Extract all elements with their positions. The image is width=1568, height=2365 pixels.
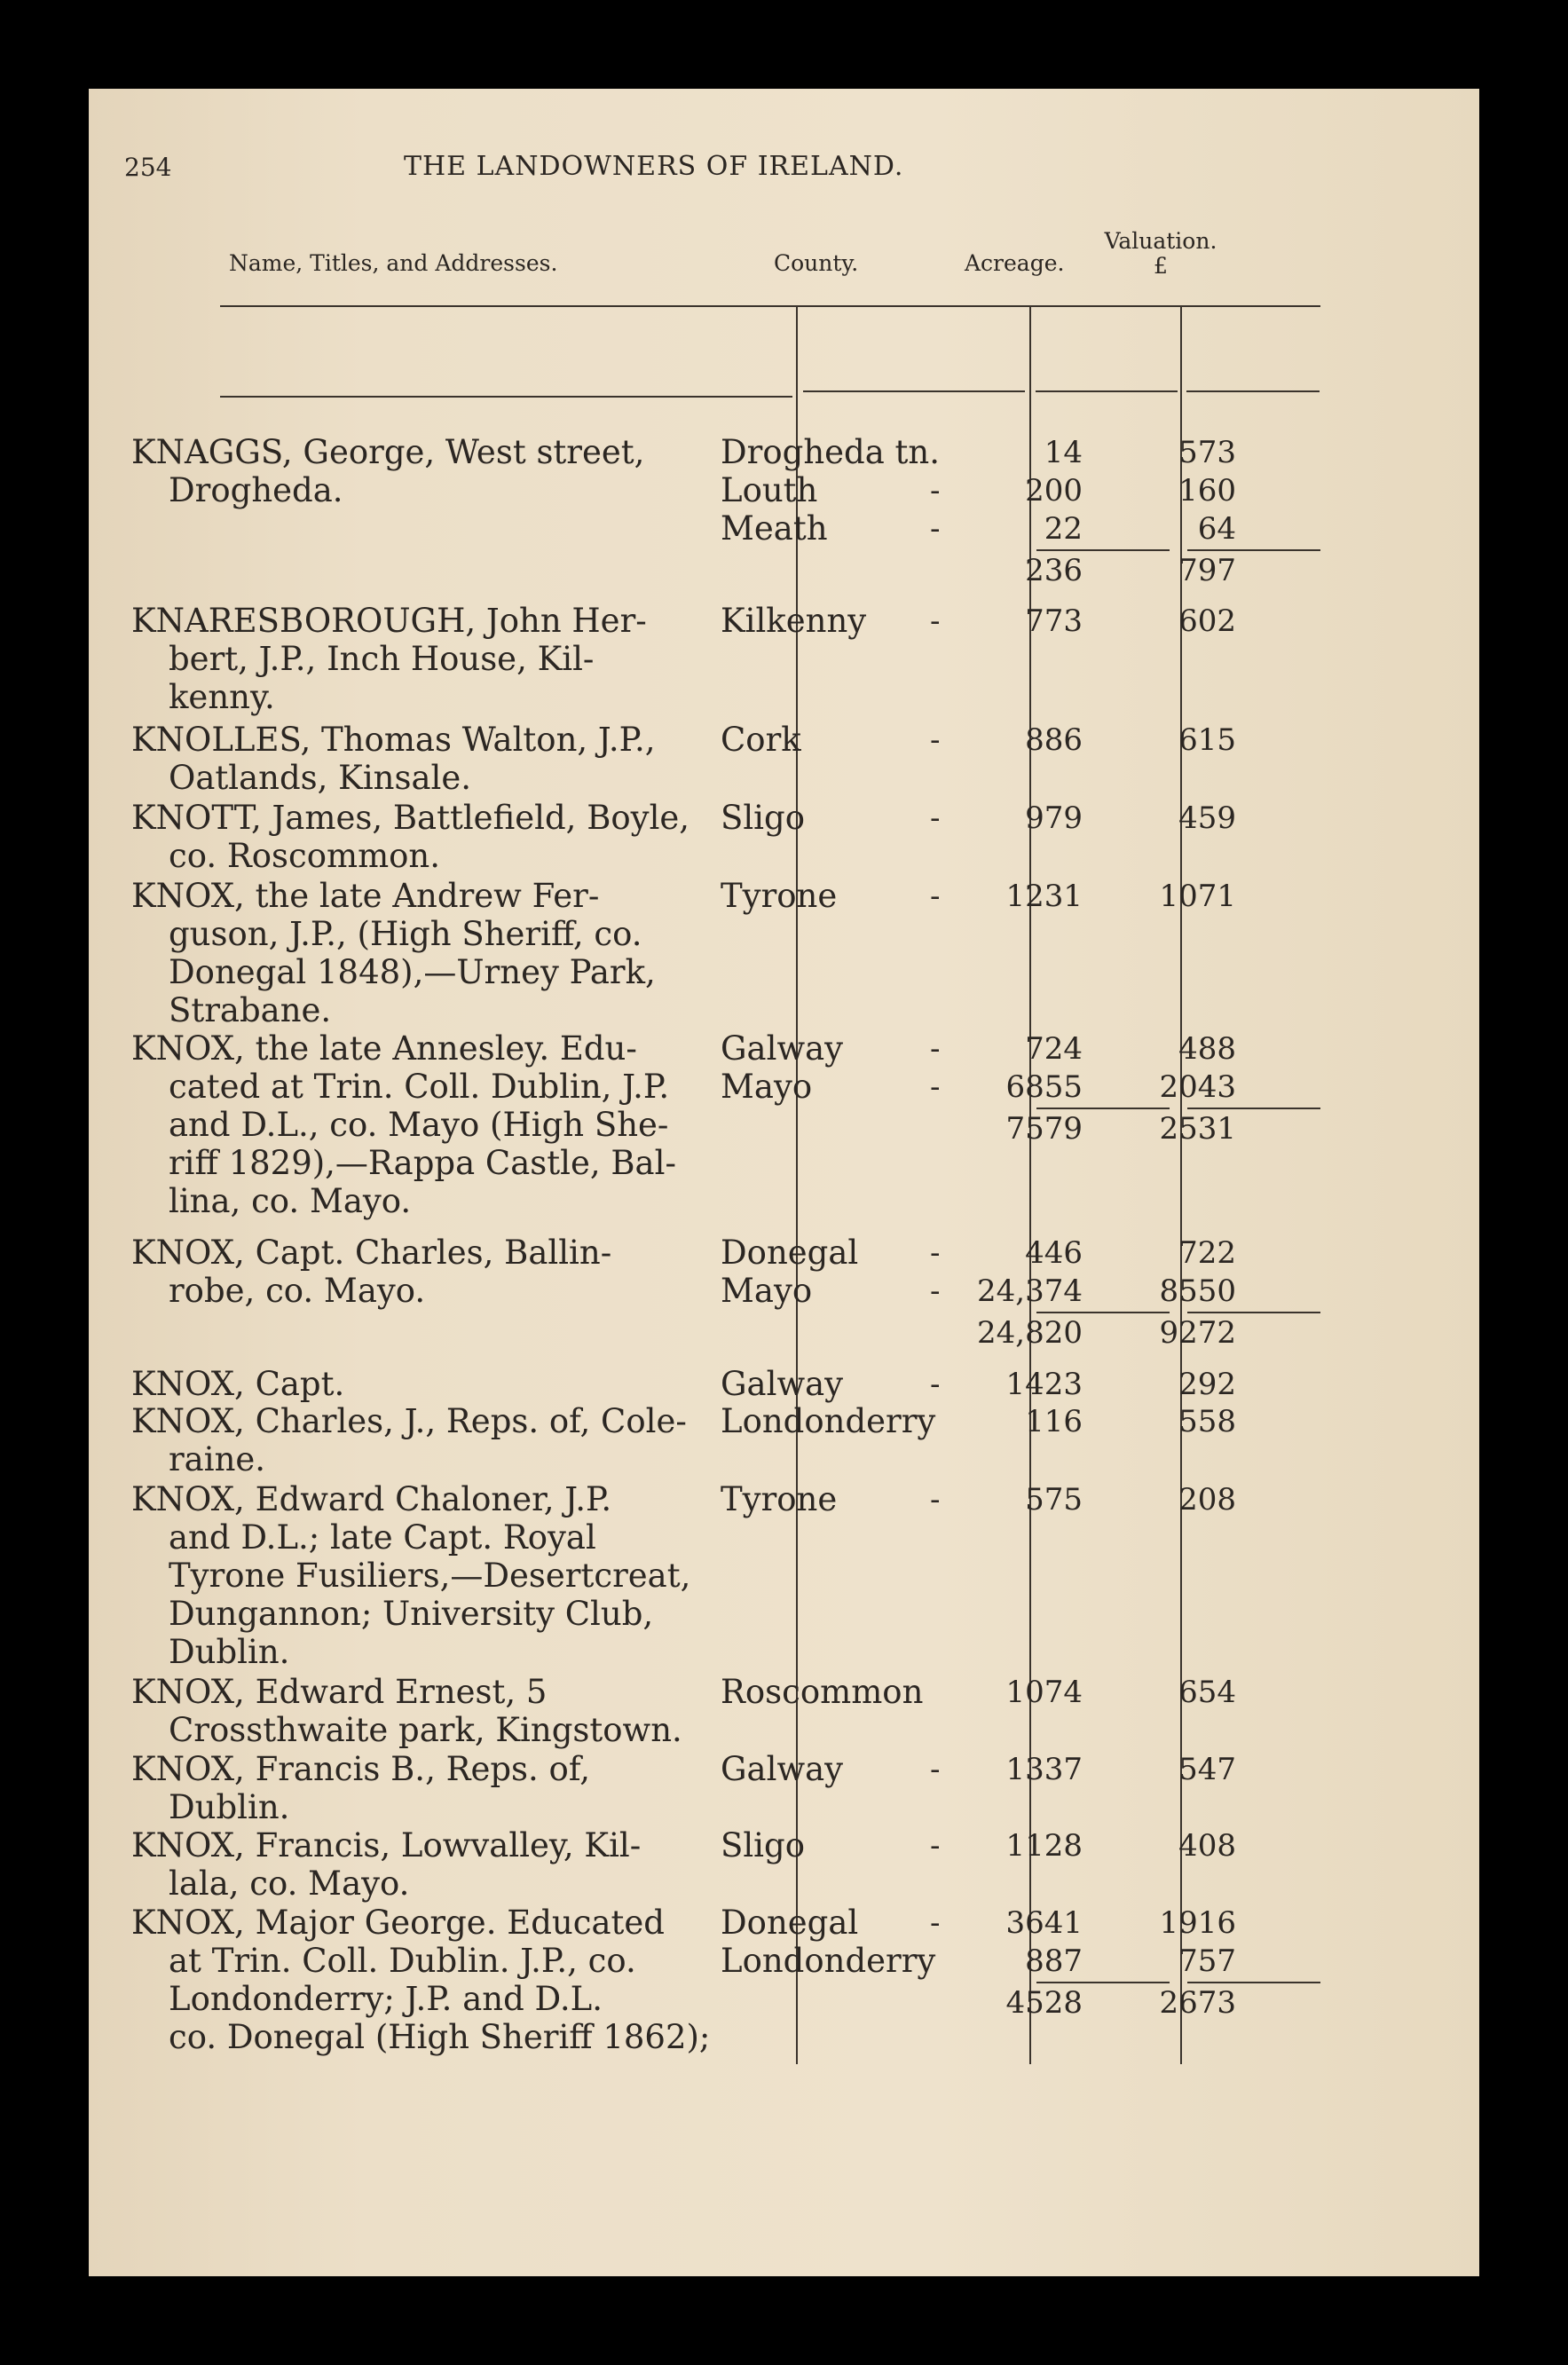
landowner-entry: [131, 1750, 788, 1826]
valuation-cell: 459: [1178, 800, 1236, 836]
acreage-cell: 14: [1044, 435, 1083, 470]
county-cell: Meath: [721, 509, 828, 548]
county-dash: -: [930, 1905, 941, 1941]
county-dash: -: [930, 879, 941, 914]
valuation-total: 2531: [1159, 1111, 1236, 1147]
entry-line: Oatlands, Kinsale.: [169, 759, 472, 797]
acreage-cell: 773: [1025, 603, 1083, 639]
entry-line: Dublin.: [169, 1633, 290, 1671]
entry-line: Londonderry; J.P. and D.L.: [169, 1980, 603, 2018]
acreage-cell: 886: [1025, 722, 1083, 758]
header-rule-name: [220, 396, 792, 398]
total-rule-acreage: [1036, 1312, 1170, 1313]
landowner-entry: [131, 799, 788, 875]
entry-line: KNOX, the late Annesley. Edu-: [131, 1029, 637, 1068]
county-cell: Galway: [721, 1029, 844, 1068]
divider-name-county: [796, 307, 798, 2064]
acreage-cell: 1128: [1005, 1828, 1083, 1864]
county-cell: Londonderry: [721, 1402, 936, 1440]
acreage-cell: 3641: [1005, 1905, 1083, 1941]
landowner-entry: [131, 1673, 788, 1749]
entry-line: KNOX, Francis, Lowvalley, Kil-: [131, 1826, 642, 1864]
entry-line: Dublin.: [169, 1788, 290, 1826]
landowner-entry: [131, 1365, 788, 1403]
valuation-cell: 408: [1178, 1828, 1236, 1864]
total-rule-acreage: [1036, 1982, 1170, 1983]
valuation-label: Valuation.: [1104, 228, 1217, 254]
county-dash: -: [930, 1031, 941, 1067]
county-cell: Mayo: [721, 1068, 813, 1106]
entry-line: Dungannon; University Club,: [169, 1595, 654, 1633]
landowner-entry: [131, 877, 788, 1029]
entry-line: KNOX, Edward Ernest, 5: [131, 1673, 548, 1711]
county-dash: -: [930, 1235, 941, 1271]
acreage-cell: 575: [1025, 1482, 1083, 1518]
landowner-entry: [131, 721, 788, 797]
entry-line: co. Donegal (High Sheriff 1862);: [169, 2018, 711, 2056]
entry-line: co. Roscommon.: [169, 837, 441, 875]
entry-line: Drogheda.: [169, 471, 343, 509]
valuation-cell: 757: [1178, 1943, 1236, 1979]
county-cell: Roscommon: [721, 1673, 924, 1711]
entry-line: Crossthwaite park, Kingstown.: [169, 1711, 682, 1749]
county-cell: Cork: [721, 721, 801, 759]
county-dash: -: [930, 722, 941, 758]
valuation-unit: £: [1154, 253, 1168, 279]
acreage-cell: 200: [1025, 473, 1083, 508]
column-header-valuation: [1094, 229, 1227, 279]
entry-line: guson, J.P., (High Sheriff, co.: [169, 915, 642, 953]
entry-line: KNOX, Francis B., Reps. of,: [131, 1750, 590, 1788]
acreage-total: 236: [1025, 553, 1083, 588]
county-dash: -: [930, 1482, 941, 1518]
landowner-entry: [131, 1480, 788, 1671]
county-cell: Louth: [721, 471, 818, 509]
entry-line: KNOTT, James, Battlefield, Boyle,: [131, 799, 690, 837]
valuation-cell: 573: [1178, 435, 1236, 470]
entry-line: Donegal 1848),—Urney Park,: [169, 953, 656, 991]
acreage-cell: 1074: [1005, 1675, 1083, 1710]
header-rule-county: [803, 390, 1025, 392]
county-cell: Donegal: [721, 1904, 859, 1942]
landowner-entry: [131, 602, 788, 716]
entry-line: KNARESBOROUGH, John Her-: [131, 602, 647, 640]
county-cell: Tyrone: [721, 1480, 838, 1518]
column-header-acreage: Acreage.: [965, 250, 1065, 276]
entry-line: bert, J.P., Inch House, Kil-: [169, 640, 595, 678]
county-cell: Galway: [721, 1750, 844, 1788]
county-dash: -: [930, 511, 941, 547]
acreage-cell: 1337: [1005, 1752, 1083, 1787]
entry-line: riff 1829),—Rappa Castle, Bal-: [169, 1144, 676, 1182]
valuation-cell: 654: [1178, 1675, 1236, 1710]
landowner-entry: [131, 433, 788, 509]
total-rule-valuation: [1187, 1108, 1320, 1109]
column-header-name: Name, Titles, and Addresses.: [229, 250, 558, 276]
entry-line: KNOLLES, Thomas Walton, J.P.,: [131, 721, 656, 759]
county-cell: Donegal: [721, 1234, 859, 1272]
acreage-cell: 446: [1025, 1235, 1083, 1271]
acreage-cell: 116: [1025, 1404, 1083, 1439]
entry-line: KNOX, Major George. Educated: [131, 1904, 665, 1942]
entry-line: KNOX, Edward Chaloner, J.P.: [131, 1480, 612, 1518]
entry-line: lina, co. Mayo.: [169, 1182, 412, 1220]
county-dash: -: [930, 1273, 941, 1309]
county-dash: -: [930, 1367, 941, 1402]
entry-line: cated at Trin. Coll. Dublin, J.P.: [169, 1068, 670, 1106]
entry-line: Tyrone Fusiliers,—Desertcreat,: [169, 1557, 691, 1595]
valuation-cell: 615: [1178, 722, 1236, 758]
entry-line: raine.: [169, 1440, 266, 1478]
page-title: THE LANDOWNERS OF IRELAND.: [404, 151, 904, 182]
header-rule-valuation: [1186, 390, 1320, 392]
acreage-cell: 1423: [1005, 1367, 1083, 1402]
landowner-entry: [131, 1826, 788, 1903]
acreage-cell: 24,374: [977, 1273, 1083, 1309]
entry-line: and D.L., co. Mayo (High She-: [169, 1106, 669, 1144]
valuation-cell: 2043: [1159, 1069, 1236, 1105]
valuation-cell: 292: [1178, 1367, 1236, 1402]
county-cell: Kilkenny: [721, 602, 867, 640]
acreage-total: 24,820: [977, 1315, 1083, 1351]
entry-line: KNOX, Charles, J., Reps. of, Cole-: [131, 1402, 687, 1440]
landowner-entry: [131, 1402, 788, 1478]
county-dash: -: [930, 1069, 941, 1105]
county-dash: -: [930, 1828, 941, 1864]
valuation-cell: 547: [1178, 1752, 1236, 1787]
acreage-total: 7579: [1005, 1111, 1083, 1147]
acreage-total: 4528: [1005, 1985, 1083, 2021]
county-dash: -: [930, 1752, 941, 1787]
valuation-cell: 722: [1178, 1235, 1236, 1271]
county-dash: -: [930, 603, 941, 639]
header-rule-acreage: [1036, 390, 1178, 392]
valuation-cell: 1071: [1159, 879, 1236, 914]
valuation-total: 797: [1178, 553, 1236, 588]
total-rule-valuation: [1187, 549, 1320, 551]
county-cell: Sligo: [721, 1826, 805, 1864]
landowner-entry: [131, 1234, 788, 1310]
acreage-cell: 1231: [1005, 879, 1083, 914]
column-header-county: County.: [774, 250, 859, 276]
total-rule-acreage: [1036, 549, 1170, 551]
landowner-entry: [131, 1029, 788, 1220]
county-cell: Drogheda tn.: [721, 433, 941, 471]
valuation-total: 2673: [1159, 1985, 1236, 2021]
entry-line: KNAGGS, George, West street,: [131, 433, 645, 471]
county-dash: -: [930, 473, 941, 508]
valuation-cell: 160: [1178, 473, 1236, 508]
valuation-cell: 488: [1178, 1031, 1236, 1067]
entry-line: KNOX, Capt. Charles, Ballin-: [131, 1234, 612, 1272]
valuation-cell: 1916: [1159, 1905, 1236, 1941]
county-cell: Tyrone: [721, 877, 838, 915]
county-dash: -: [930, 800, 941, 836]
entry-line: KNOX, Capt.: [131, 1365, 345, 1403]
entry-line: robe, co. Mayo.: [169, 1272, 426, 1310]
valuation-cell: 64: [1197, 511, 1236, 547]
acreage-cell: 979: [1025, 800, 1083, 836]
entry-line: Strabane.: [169, 991, 332, 1029]
total-rule-valuation: [1187, 1982, 1320, 1983]
valuation-cell: 558: [1178, 1404, 1236, 1439]
acreage-cell: 887: [1025, 1943, 1083, 1979]
acreage-cell: 724: [1025, 1031, 1083, 1067]
county-cell: Sligo: [721, 799, 805, 837]
valuation-total: 9272: [1159, 1315, 1236, 1351]
valuation-cell: 8550: [1159, 1273, 1236, 1309]
county-cell: Galway: [721, 1365, 844, 1403]
total-rule-acreage: [1036, 1108, 1170, 1109]
landowner-entry: [131, 1904, 788, 2056]
county-cell: Londonderry: [721, 1942, 936, 1980]
entry-line: lala, co. Mayo.: [169, 1864, 410, 1903]
acreage-cell: 6855: [1005, 1069, 1083, 1105]
entry-line: KNOX, the late Andrew Fer-: [131, 877, 600, 915]
entry-line: at Trin. Coll. Dublin. J.P., co.: [169, 1942, 636, 1980]
valuation-cell: 602: [1178, 603, 1236, 639]
county-cell: Mayo: [721, 1272, 813, 1310]
total-rule-valuation: [1187, 1312, 1320, 1313]
top-rule: [220, 305, 1320, 307]
entry-line: kenny.: [169, 678, 275, 716]
acreage-cell: 22: [1044, 511, 1083, 547]
entry-line: and D.L.; late Capt. Royal: [169, 1518, 596, 1557]
page-number: 254: [124, 153, 172, 182]
valuation-cell: 208: [1178, 1482, 1236, 1518]
